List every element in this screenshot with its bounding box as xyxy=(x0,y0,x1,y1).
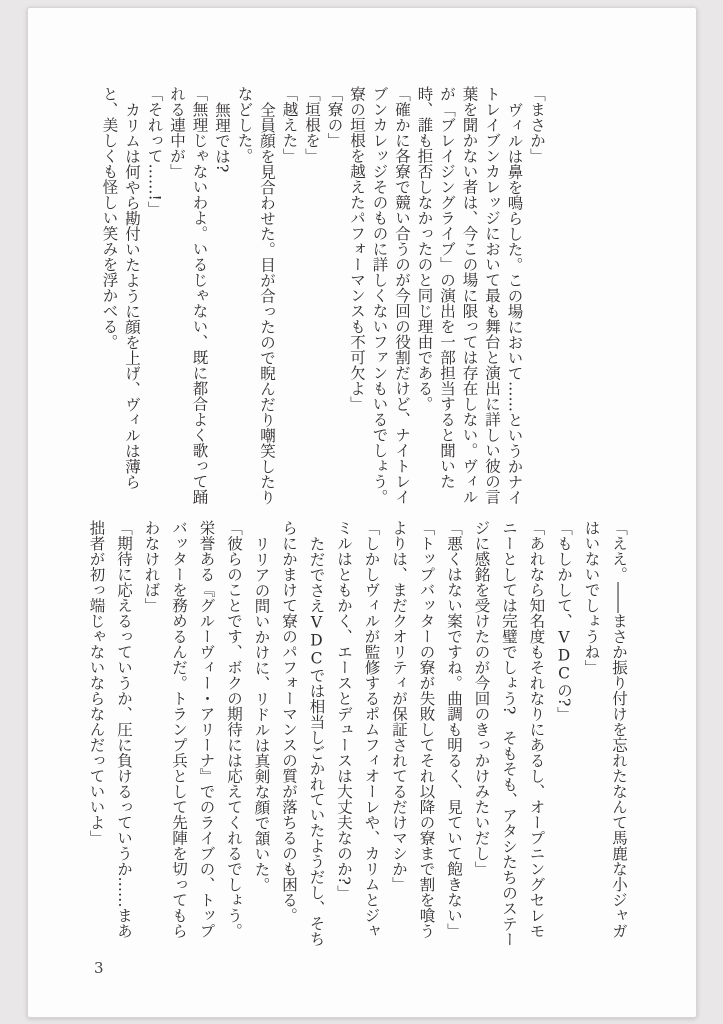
paragraph: 「あれなら知名度もそれなりにあるし、オープニングセレモニーとしては完璧でしょう? そもそも、アタシたちのステージに感銘を受けたのが今回のきっかけみたいだし」 xyxy=(472,520,546,947)
paragraph: カリムは何やら勘付いたように顔を上げ、ヴィルは薄らと、美しくも怪しい笑みを浮かべる。 xyxy=(100,86,141,489)
paragraph: 「もしかして、VDCの?」 xyxy=(555,520,573,722)
latin-text: VDC xyxy=(555,628,573,683)
paragraph: 「悪くはない案ですね。曲調も明るく、見ていて飽きない」 xyxy=(445,520,463,939)
paragraph: 「まさか」 xyxy=(528,86,546,164)
paragraph: リリアの問いかけに、リドルは真剣な顔で頷いた。 xyxy=(252,535,271,892)
paragraph: ヴィルは鼻を鳴らした。この場において……というかナイトレイブンカレッジにおいて最も舞台と演出に詳しい彼の言葉を聞かない者は、今この場に限っては存在しない。ヴィルが「ブレイジングライブ」の演出を一部担当すると聞いた時、誰も拒否しなかったのと同じ理由である。 xyxy=(415,86,524,505)
paragraph: 「寮の」 xyxy=(325,86,344,148)
paragraph: 「垣根を」 xyxy=(303,86,321,164)
paragraph: 「トップバッターの寮が失敗してそれ以降の寮まで割を喰うよりは、まだクオリティが保証されてるだけマシか」 xyxy=(390,520,436,939)
paragraph: 「それって……!」 xyxy=(145,86,164,217)
text-section-bottom xyxy=(82,520,632,952)
paragraph: 全員顔を見合わせた。目が合ったので睨んだり嘲笑したりなどした。 xyxy=(235,86,276,505)
book-page xyxy=(27,7,697,1018)
paragraph: 無理では? xyxy=(213,101,231,172)
text-section-top xyxy=(98,86,548,516)
paragraph: 「ええ。――まさか振り付けを忘れたなんて馬鹿な小ジャガはいないでしょうね」 xyxy=(582,520,628,939)
paragraph: 「期待に応えるっていうか、圧に負けるっていうか……まあ拙者が初っ端じゃないならなんだっていいよ」 xyxy=(87,520,133,939)
page-number: 3 xyxy=(94,959,104,977)
paragraph: 「確かに各寮で競い合うのが今回の役割だけど、ナイトレイブンカレッジそのものに詳しくないファンもいるでしょう。寮の垣根を越えたパフォーマンスも不可欠よ」 xyxy=(348,86,411,505)
latin-text: VDC xyxy=(307,613,326,667)
paragraph: ただでさえVDCでは相当しごかれていたようだし、そちらにかまけて寮のパフォーマンスの質が落ちるのも困る。 xyxy=(280,520,326,946)
paragraph: 「無理じゃないわよ。いるじゃない、既に都合よく歌って踊れる連中が」 xyxy=(168,86,209,505)
paragraph: 「越えた」 xyxy=(280,86,299,164)
paragraph: 「彼らのことです、ボクの期待には応えてくれるでしょう。栄誉ある『グルーヴィー・アリーナ』でのライブの、トップバッターを務めるんだ。トランプ兵として先陣を切ってもらわなければ」 xyxy=(142,520,243,939)
paragraph: 「しかしヴィルが監修するポムフィオーレや、カリムとジャミルはともかく、エースとデュースは大丈夫なのか?」 xyxy=(335,520,381,939)
